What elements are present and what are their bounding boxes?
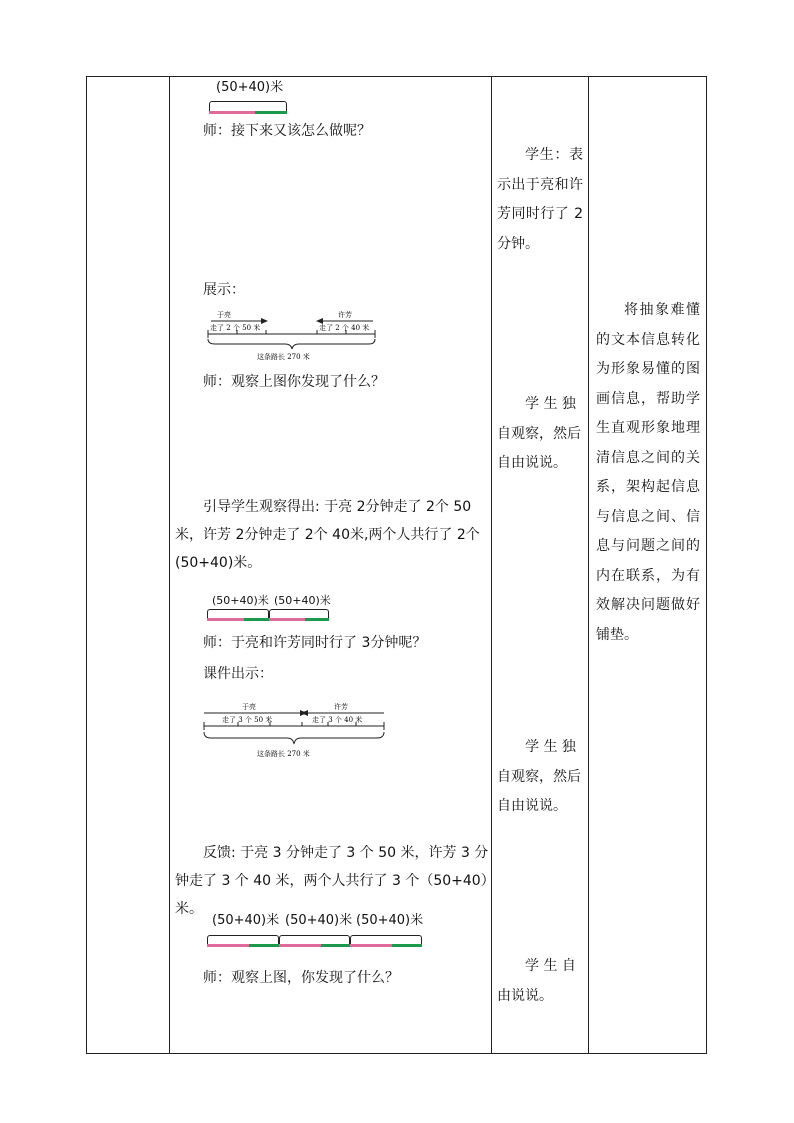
fig1-right-name: 许芳 xyxy=(338,311,352,319)
courseware-label: 课件出示： xyxy=(203,666,273,682)
teacher-question-3: 师：于亮和许芳同时行了 3分钟呢？ xyxy=(203,635,427,651)
teacher-question-2: 师：观察上图你发现了什么？ xyxy=(203,374,385,390)
segment-label-3b: (50+40)米 xyxy=(285,913,353,928)
fig2-left-name: 于亮 xyxy=(242,703,256,711)
segment-bar-2 xyxy=(207,618,329,621)
design-intent: 将抽象难懂的文本信息转化为形象易懂的图画信息，帮助学生直观形象地理清信息之间的关系，架构起信息与信息之间、信息与问题之间的内在联系，为有效解决问题做好铺垫。 xyxy=(596,302,700,643)
teacher-question-4: 师：观察上图，你发现了什么？ xyxy=(203,970,399,986)
fig1-left-walk: 走了 2 个 50 米 xyxy=(210,324,261,332)
fig2-right-walk: 走了 3 个 40 米 xyxy=(312,716,363,724)
fig1-right-walk: 走了 2 个 40 米 xyxy=(319,324,370,332)
column-divider-3 xyxy=(588,77,589,1053)
fig1-total: 这条路长 270 米 xyxy=(257,353,310,361)
fig2-left-walk: 走了 3 个 50 米 xyxy=(222,716,273,724)
diagram-three-minutes xyxy=(200,698,388,762)
fig2-total: 这条路长 270 米 xyxy=(257,750,310,758)
column-divider-2 xyxy=(491,77,492,1053)
guide-paragraph: 引导学生观察得出: 于亮 2分钟走了 2个 50米，许芳 2分钟走了 2个 40米,两个人共行了 2个(50+40)米。 xyxy=(175,499,480,571)
segment-bar-3 xyxy=(207,944,422,947)
fig2-right-name: 许芳 xyxy=(334,703,348,711)
teacher-question-1: 师：接下来又该怎么做呢？ xyxy=(203,123,371,139)
student-activity-4: 学 生 自由说说。 xyxy=(497,958,576,1004)
diagram-two-minutes xyxy=(205,306,380,362)
student-activity-3: 学 生 独自观察，然后自由说说。 xyxy=(497,739,581,814)
segment-label-3c: (50+40)米 xyxy=(356,913,424,928)
segment-bar-1 xyxy=(209,111,287,114)
student-activity-1: 学生：表示出于亮和许芳同时行了 2分钟。 xyxy=(497,147,583,252)
feedback-paragraph: 反馈: 于亮 3 分钟走了 3 个 50 米，许芳 3 分钟走了 3 个 40 米，两个人共行了 3 个（50+40）米。 xyxy=(175,845,489,917)
fig1-left-name: 于亮 xyxy=(217,311,231,319)
column-divider-1 xyxy=(169,77,170,1053)
segment-label-1: (50+40)米 xyxy=(216,80,284,95)
segment-label-3a: (50+40)米 xyxy=(212,913,280,928)
segment-label-2b: (50+40)米 xyxy=(274,594,331,607)
show-label: 展示： xyxy=(203,282,245,298)
segment-label-2a: (50+40)米 xyxy=(212,594,269,607)
student-activity-2: 学 生 独自观察，然后自由说说。 xyxy=(497,396,581,471)
